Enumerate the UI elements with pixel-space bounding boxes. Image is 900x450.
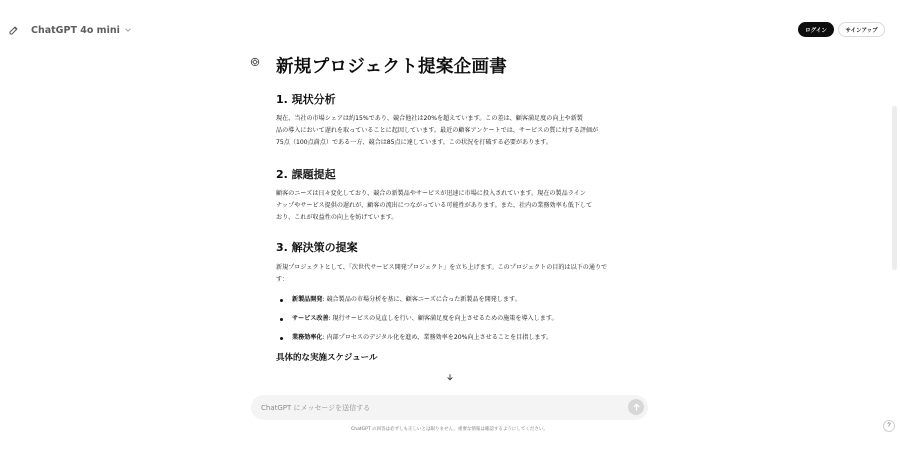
bullet-list bbox=[276, 296, 648, 342]
send-button[interactable] bbox=[628, 399, 644, 415]
list-item bbox=[276, 296, 648, 304]
openai-logo-icon bbox=[249, 56, 261, 68]
disclaimer-text: ChatGPT の回答は必ずしも正しいとは限りません。重要な情報は確認するようにしてください。 bbox=[351, 427, 548, 432]
list-item-text: : 現行サービスの見直しを行い、顧客満足度を向上させるための施策を導入します。 bbox=[328, 315, 558, 323]
section-body bbox=[276, 262, 648, 286]
list-item-term: 業務効率化 bbox=[292, 334, 323, 342]
help-button[interactable]: ? bbox=[883, 420, 895, 432]
paragraph-line: 75点（100点満点）である一方、競合は85点に達しています。この状況を打破する必要があります。 bbox=[276, 138, 553, 146]
top-bar bbox=[0, 0, 900, 56]
message-input[interactable] bbox=[261, 401, 621, 414]
paragraph-line: 顧客のニーズは日々変化しており、競合の新製品やサービスが迅速に市場に投入されています。現在の製品ライン bbox=[276, 189, 586, 197]
model-name: ChatGPT 4o mini bbox=[31, 24, 120, 36]
paragraph-line: 現在、当社の市場シェアは約15%であり、競合他社は20%を超えています。この差は、顧客満足度の向上や新製 bbox=[276, 115, 583, 122]
chevron-down-icon bbox=[124, 26, 132, 34]
section-heading: 3. 解決策の提案 bbox=[276, 241, 358, 255]
message-composer bbox=[251, 395, 648, 420]
section-body bbox=[276, 188, 648, 224]
signup-button[interactable]: サインアップ bbox=[838, 22, 885, 37]
section-heading: 1. 現状分析 bbox=[276, 93, 336, 106]
assistant-message bbox=[276, 54, 648, 392]
paragraph-line: おり、これが収益性の向上を妨げています。 bbox=[276, 213, 398, 221]
section-body bbox=[276, 113, 648, 149]
paragraph-line: 新規プロジェクトとして、「次世代サービス開発プロジェクト」を立ち上げます。このプロジェクトの目的は以下の通りで bbox=[276, 264, 608, 272]
scrollbar-thumb[interactable] bbox=[892, 106, 897, 270]
list-item bbox=[276, 334, 648, 342]
subsection-heading: 具体的な実施スケジュール bbox=[276, 353, 378, 364]
list-item bbox=[276, 315, 648, 323]
list-item-text: : 競合製品の市場分析を基に、顧客ニーズに合った新製品を開発します。 bbox=[322, 296, 521, 304]
paragraph-line: ナップやサービス提供の遅れが、顧客の流出につながっている可能性があります。また、社内の業務効率も低下して bbox=[276, 201, 593, 209]
document-title: 新規プロジェクト提案企画書 bbox=[276, 57, 508, 77]
paragraph-line: 品の導入において遅れを取っていることに起因しています。最近の顧客アンケートでは、サービスの質に対する評価が bbox=[276, 126, 599, 134]
paragraph-line: す： bbox=[276, 276, 289, 284]
arrow-up-icon bbox=[632, 403, 641, 412]
edit-icon[interactable] bbox=[8, 24, 20, 36]
list-item-term: サービス改善 bbox=[292, 315, 329, 323]
scroll-to-bottom-button[interactable] bbox=[443, 370, 456, 383]
list-item-text: : 内部プロセスのデジタル化を進め、業務効率を20%向上させることを目指します。 bbox=[322, 334, 553, 342]
login-button[interactable]: ログイン bbox=[798, 22, 834, 37]
model-selector[interactable] bbox=[31, 22, 132, 38]
arrow-down-icon bbox=[446, 373, 454, 381]
section-heading: 2. 課題提起 bbox=[276, 167, 336, 181]
list-item-term: 新製品開発 bbox=[292, 296, 323, 304]
